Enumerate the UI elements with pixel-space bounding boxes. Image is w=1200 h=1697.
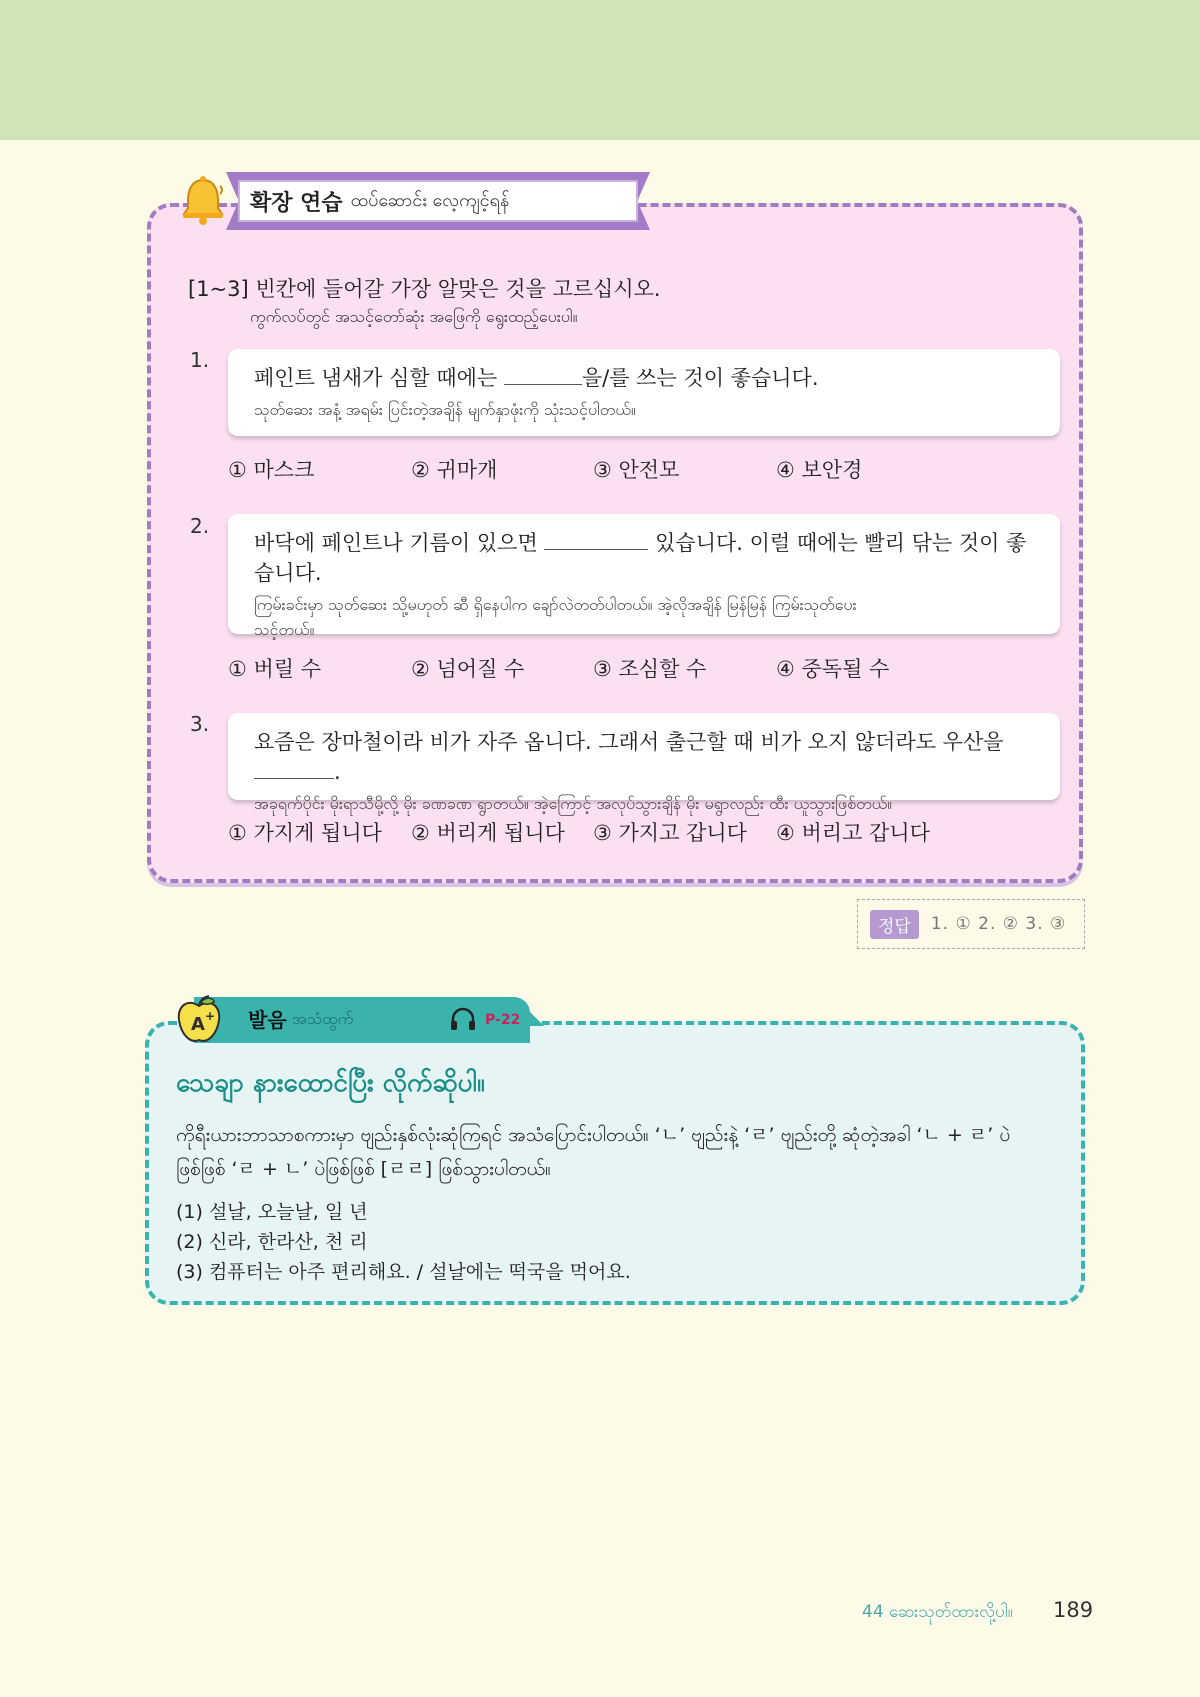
instruction-my: ကွက်လပ်တွင် အသင့်တော်ဆုံး အဖြေကို ရွေးထည့်ပေးပါ။ [250,307,578,326]
instruction-ko: [1~3] 빈칸에 들어갈 가장 알맞은 것을 고르십시오. [188,277,661,301]
practice-title [238,180,638,222]
option-4[interactable]: ④ 보안경 [776,458,863,482]
page-number: 189 [1053,1598,1094,1622]
practice-title-ko: 확장 연습 [250,190,343,216]
answer-blank [544,529,648,550]
bell-icon [180,174,226,226]
option-4[interactable]: ④ 중독될 수 [776,657,890,681]
option-2[interactable]: ② 귀마개 [411,458,498,482]
headphone-icon[interactable] [450,1007,476,1031]
question-text-my: သုတ်ဆေး အနံ့ အရမ်း ပြင်းတဲ့အချိန် မျက်နှာဖုံးကို သုံးသင့်ပါတယ်။ [254,400,636,419]
question-text-ko: 바닥에 페인트나 기름이 있으면 있습니다. 이럴 때에는 빨리 닦는 것이 좋습니다. [254,531,1027,585]
pronunciation-heading: သေချာ နားထောင်ပြီး လိုက်ဆိုပါ။ [176,1068,485,1098]
pronunciation-item: (2) 신라, 한라산, 천 리 [176,1231,368,1253]
option-3[interactable]: ③ 안전모 [593,458,680,482]
question-text-my: ကြမ်းခင်းမှာ သုတ်ဆေး သို့မဟုတ် ဆီ ရှိနေပါက ချော်လဲတတ်ပါတယ်။ အဲ့လိုအချိန် မြန်မြန် ကြမ်းသုတ်ပေးသင့်တယ်။ [254,595,857,639]
answer-key [857,899,1085,949]
pronunciation-tab [194,997,530,1043]
option-4[interactable]: ④ 버리고 갑니다 [776,821,930,845]
pronunciation-item: (3) 컴퓨터는 아주 편리해요. / 설날에는 떡국을 먹어요. [176,1261,631,1283]
question-text-ko: 페인트 냄새가 심할 때에는 을/를 쓰는 것이 좋습니다. [254,366,819,390]
chapter-title: 44 ဆေးသုတ်ထားလို့ပါ။ [862,1602,1013,1622]
pronunciation-title-ko: 발음 [248,1008,287,1032]
practice-title-my: ထပ်ဆောင်း လေ့ကျင့်ရန် [350,189,510,211]
svg-text:+: + [205,1009,216,1023]
option-3[interactable]: ③ 가지고 갑니다 [593,821,747,845]
question-card [228,349,1060,436]
question-number: 2. [190,514,210,538]
pronunciation-tab-tip [528,1010,544,1026]
question-text-my: အခုရက်ပိုင်း မိုးရာသီမို့လို့ မိုး ခဏခဏ ရွာတယ်။ အဲ့ကြောင့် အလုပ်သွားချိန် မိုး မရွာလည်း ထီး ယူသွားဖြစ်တယ်။ [254,794,893,813]
option-1[interactable]: ① 마스크 [228,458,315,482]
question-number: 1. [190,348,210,372]
audio-page-ref[interactable]: P-22 [485,1012,521,1028]
svg-text:A: A [191,1014,205,1035]
question-card [228,514,1060,639]
pronunciation-explanation: ကိုရီးယားဘာသာစကားမှာ ဗျည်းနှစ်လုံးဆုံကြရင် အသံပြောင်းပါတယ်။ ‘ㄴ’ ဗျည်းနဲ့ ‘ㄹ’ ဗျည်းတို့ ဆုံတဲ့အခါ ‘ㄴ + ㄹ’ ပဲဖြစ်ဖြစ် ‘ㄹ + ㄴ’ ပဲဖြစ်ဖြစ် [ㄹㄹ] ဖြစ်သွားပါတယ်။ [176,1124,1011,1180]
top-color-band [0,0,1200,140]
pronunciation-title-my: အသံထွက် [292,1009,354,1028]
question-number: 3. [190,712,210,736]
apple-grade-icon [174,994,224,1046]
option-1[interactable]: ① 가지게 됩니다 [228,821,382,845]
option-3[interactable]: ③ 조심할 수 [593,657,707,681]
answer-label: 정답 [870,910,919,939]
option-2[interactable]: ② 넘어질 수 [411,657,525,681]
question-card [228,713,1060,813]
option-2[interactable]: ② 버리게 됩니다 [411,821,565,845]
answer-text: 1. ① 2. ② 3. ③ [930,914,1067,934]
question-text-ko: 요즘은 장마철이라 비가 자주 옵니다. 그래서 출근할 때 비가 오지 않더라도 우산을 . [254,730,1004,784]
pronunciation-item: (1) 설날, 오늘날, 일 년 [176,1201,368,1223]
answer-blank [504,364,582,385]
option-1[interactable]: ① 버릴 수 [228,657,322,681]
answer-blank [254,758,334,779]
